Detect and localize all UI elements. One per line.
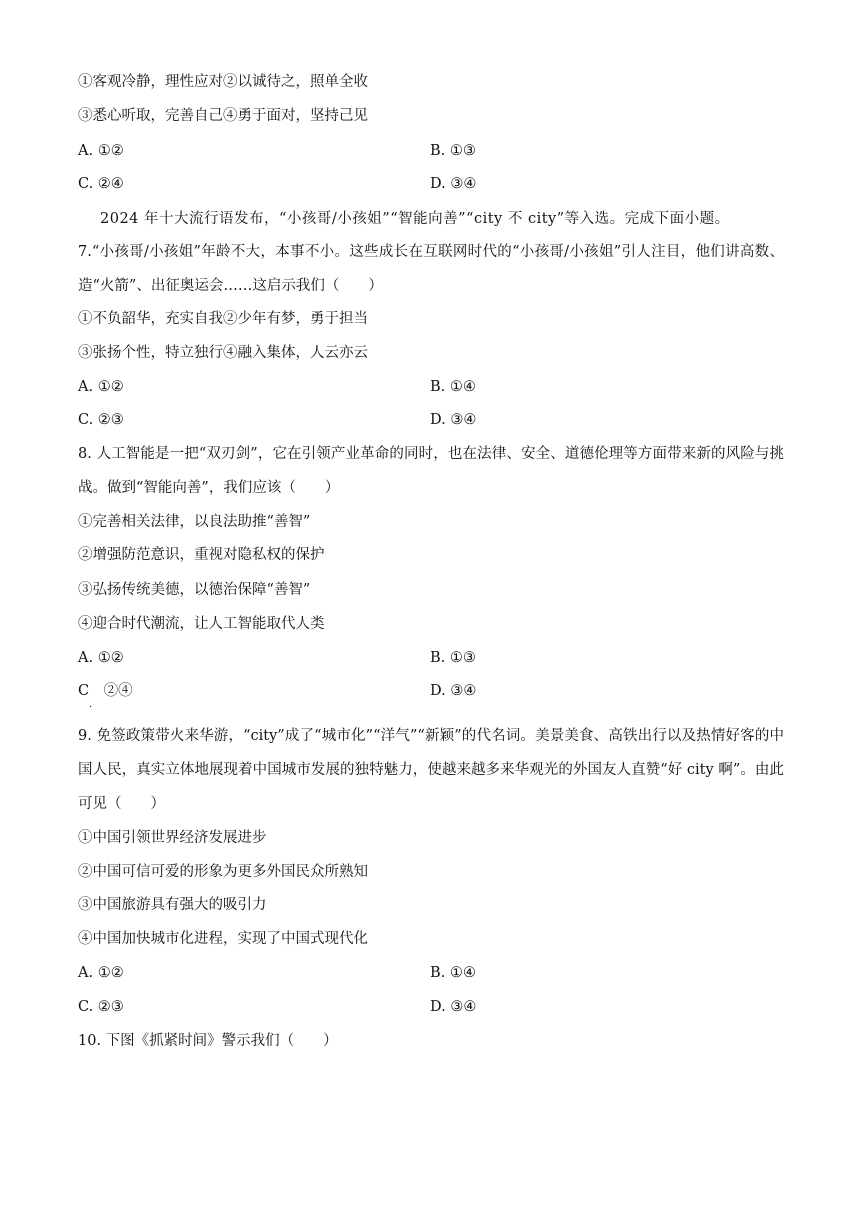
q7-option-c[interactable]: C. ②③ (78, 412, 124, 428)
q8-choice-2: ②增强防范意识，重视对隐私权的保护 (78, 547, 325, 563)
q8-option-a[interactable]: A. ①② (78, 650, 124, 666)
q7-choice-line-1: ①不负韶华，充实自我②少年有梦，勇于担当 (78, 311, 368, 327)
q7-option-d[interactable]: D. ③④ (430, 412, 477, 428)
q6-option-a[interactable]: A. ①② (78, 143, 124, 159)
q9-option-d[interactable]: D. ③④ (430, 999, 477, 1015)
q9-option-c[interactable]: C. ②③ (78, 999, 124, 1015)
q8-option-d[interactable]: D. ③④ (430, 683, 477, 699)
q9-option-b[interactable]: B. ①④ (430, 965, 476, 981)
q8-option-b[interactable]: B. ①③ (430, 650, 476, 666)
q7-option-b[interactable]: B. ①④ (430, 379, 476, 395)
q9-choice-4: ④中国加快城市化进程，实现了中国式现代化 (78, 931, 368, 947)
q6-choice-line-1: ①客观冷静，理性应对②以诚待之，照单全收 (78, 74, 368, 90)
q8-choice-1: ①完善相关法律，以良法助推“善智” (78, 514, 311, 530)
q7-option-a[interactable]: A. ①② (78, 379, 124, 395)
q6-choice-line-2: ③悉心听取，完善自己④勇于面对，坚持己见 (78, 108, 368, 124)
q9-choice-1: ①中国引领世界经济发展进步 (78, 830, 267, 846)
q8-choice-4: ④迎合时代潮流，让人工智能取代人类 (78, 616, 325, 632)
q6-option-d[interactable]: D. ③④ (430, 176, 477, 192)
q10-stem: 10. 下图《抓紧时间》警示我们（ ） (78, 1033, 338, 1049)
q9-option-a[interactable]: A. ①② (78, 965, 124, 981)
q8-option-c-dot: . (89, 699, 93, 710)
q7-stem: 7.“小孩哥/小孩姐”年龄不大，本事不小。这些成长在互联网时代的“小孩哥/小孩姐”引人注目，他们讲高数、造“火箭”、出征奥运会……这启示我们（ ） (78, 244, 784, 294)
q9-choice-3: ③中国旅游具有强大的吸引力 (78, 897, 267, 913)
q6-option-b[interactable]: B. ①③ (430, 143, 476, 159)
q7-choice-line-2: ③张扬个性，特立独行④融入集体，人云亦云 (78, 345, 368, 361)
q9-choice-2: ②中国可信可爱的形象为更多外国民众所熟知 (78, 864, 368, 880)
q8-stem: 8. 人工智能是一把“双刃剑”，它在引领产业革命的同时，也在法律、安全、道德伦理等方面带来新的风险与挑战。做到“智能向善”，我们应该（ ） (78, 446, 784, 496)
q6-option-c[interactable]: C. ②④ (78, 176, 124, 192)
q8-choice-3: ③弘扬传统美德，以德治保障“善智” (78, 582, 311, 598)
section-intro: 2024 年十大流行语发布，“小孩哥/小孩姐”“智能向善”“city 不 city”等入选。完成下面小题。 (100, 211, 730, 227)
q8-option-c[interactable]: C ②④ (78, 683, 133, 699)
q9-stem: 9. 免签政策带火来华游，“city”成了“城市化”“洋气”“新颖”的代名词。美景美食、高铁出行以及热情好客的中国人民，真实立体地展现着中国城市发展的独特魅力，使越来越多来华观光的外国友人直赞“好 city 啊”。由此可见（ ） (78, 728, 784, 812)
